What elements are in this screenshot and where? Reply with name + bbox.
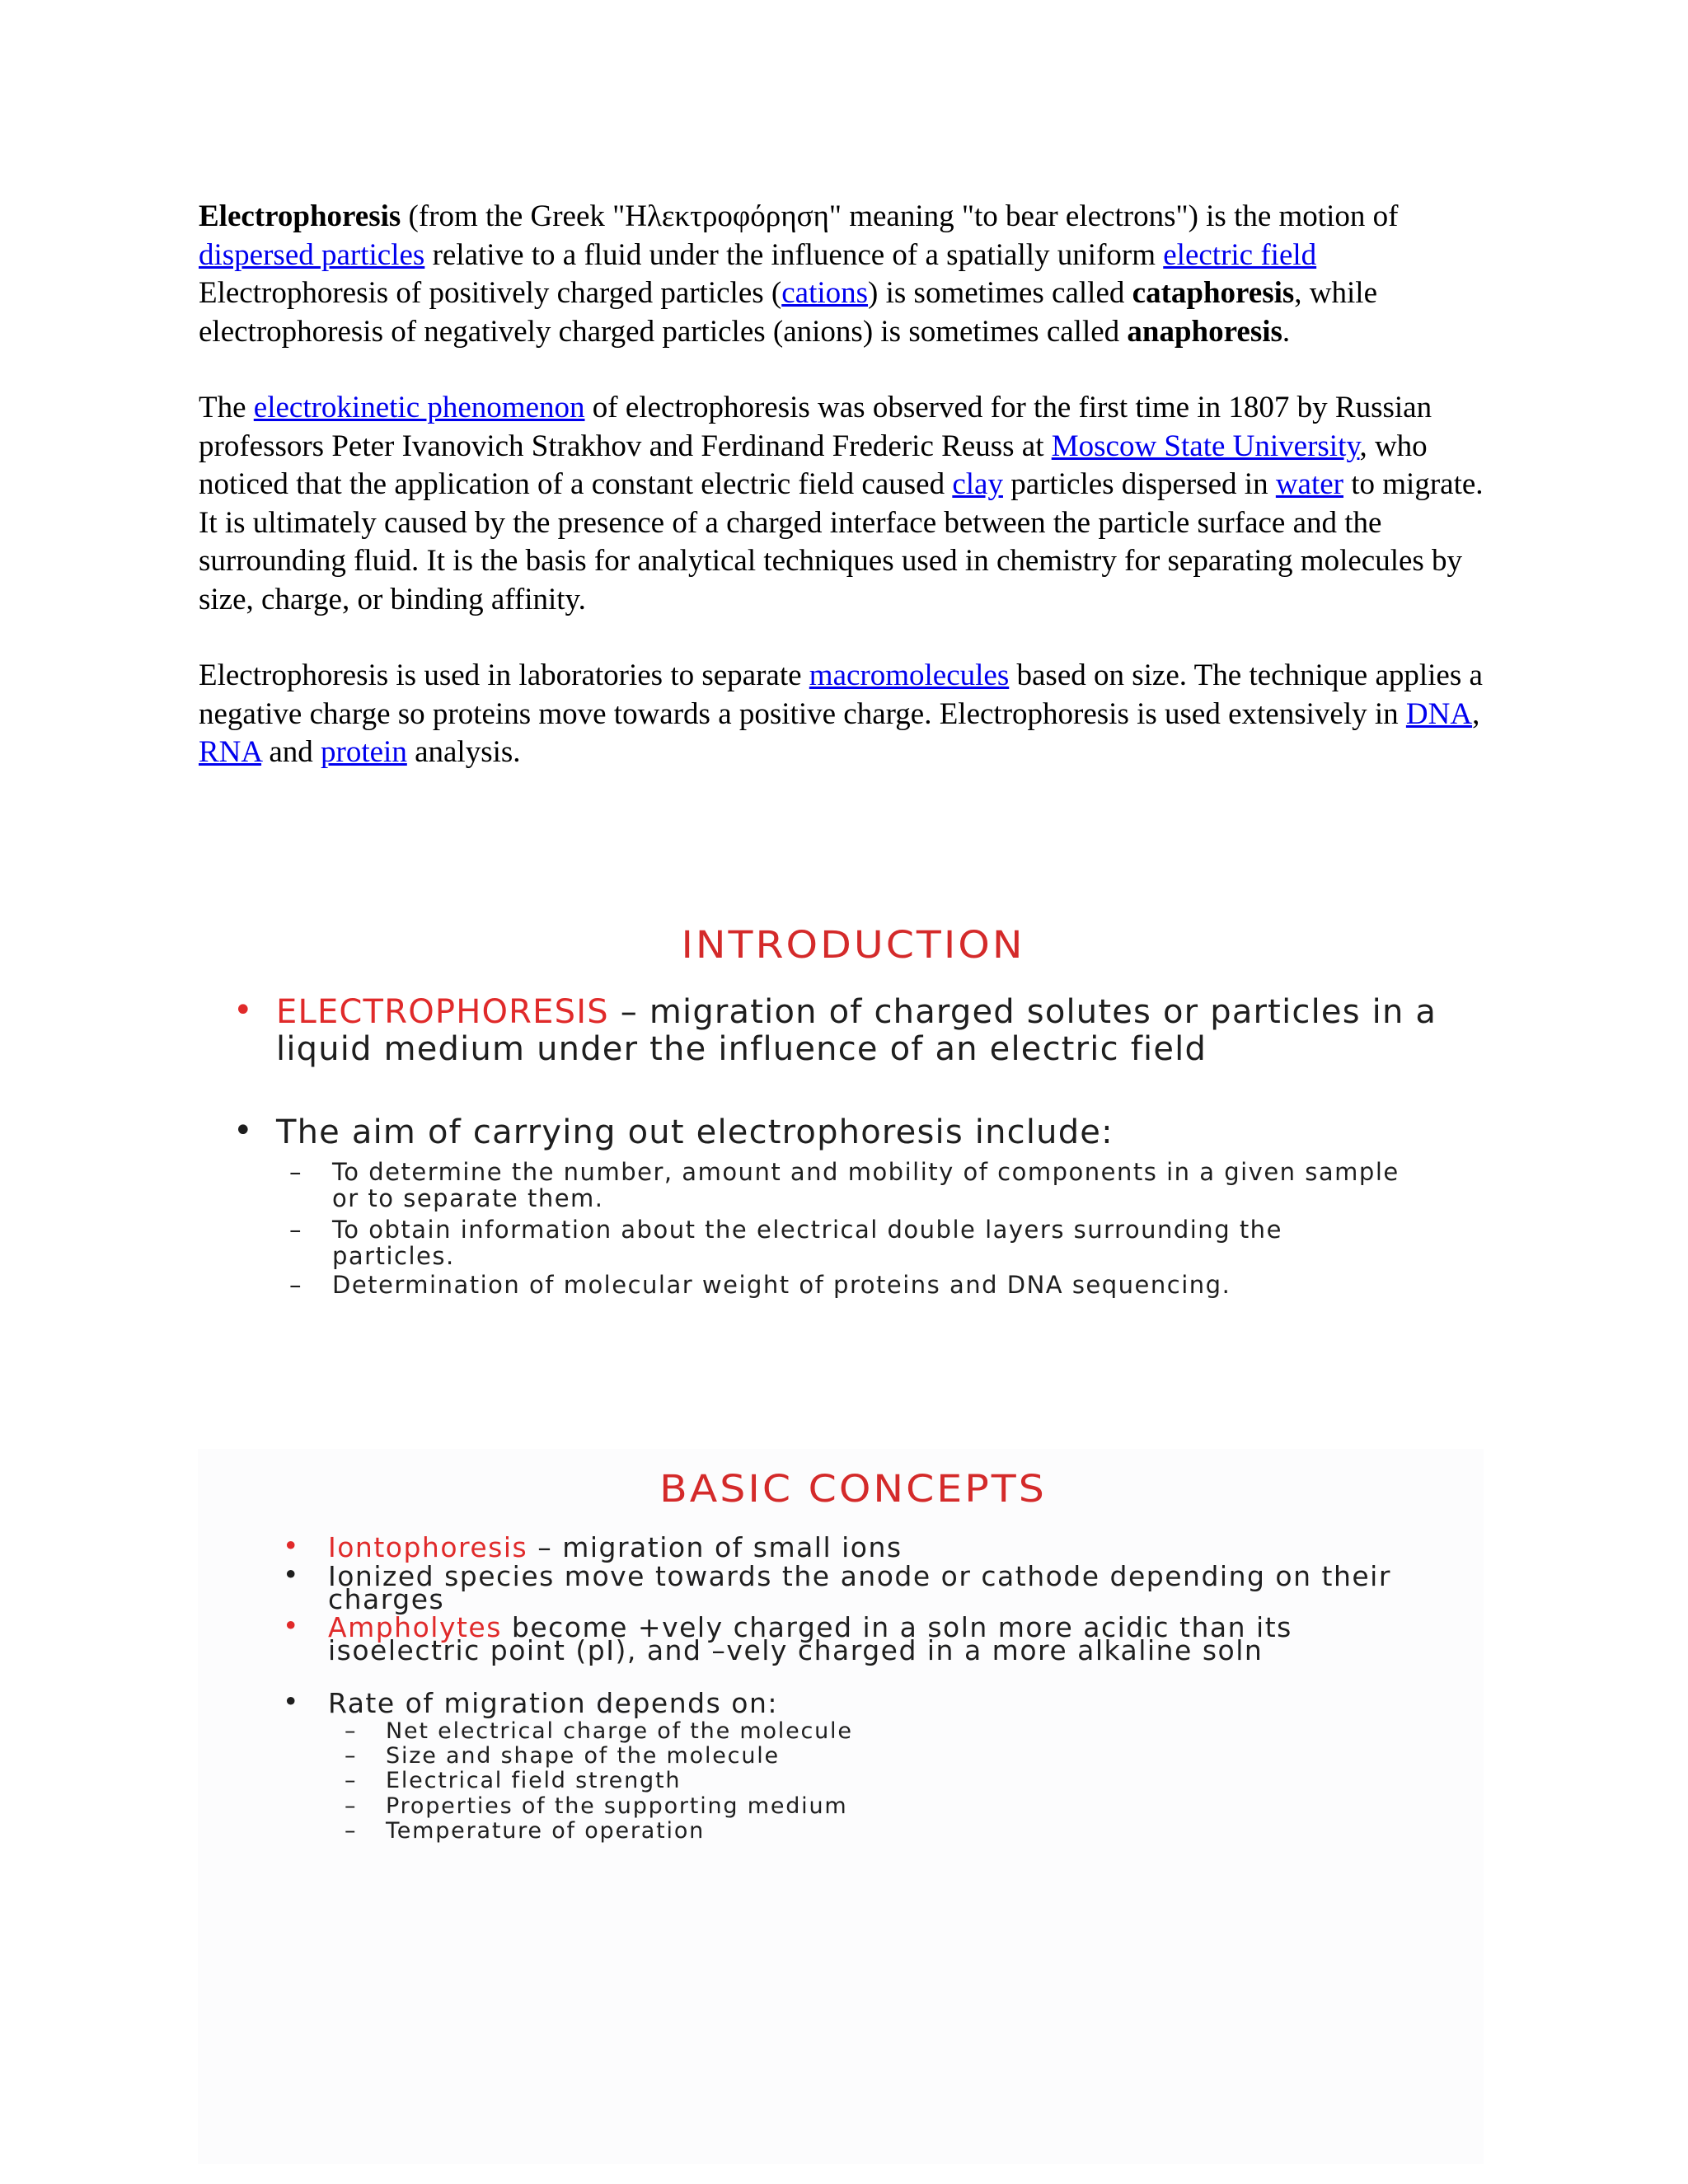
text: (from the Greek "Ηλεκτροφόρηση" meaning "to bear electrons") is the motion of — [401, 199, 1399, 233]
dash-icon: – — [289, 1216, 302, 1244]
bullet-dot-icon: • — [283, 1685, 300, 1718]
dash-icon: – — [289, 1158, 302, 1186]
link-electric-field[interactable]: electric field — [1163, 237, 1317, 272]
bullet-term: Ampholytes — [328, 1611, 502, 1643]
term-electrophoresis: Electrophoresis — [199, 199, 401, 233]
sub-bullet — [289, 1216, 1404, 1270]
sub-bullet-text: Properties of the supporting medium — [386, 1793, 848, 1819]
bullet-aims — [233, 1112, 1479, 1151]
text: relative to a fluid under the influence of a spatially uniform — [424, 237, 1164, 272]
text: Electrophoresis is used in laboratories to separate — [199, 658, 809, 692]
text: analysis. — [406, 735, 521, 769]
text: to migrate. It is ultimately caused by the presence of a charged interface between the particle surface and the surrounding fluid. It is the basis for analytical techniques used in chemistry for separating molecules by size, charge, or binding affinity. — [199, 467, 1484, 616]
term-cataphoresis: cataphoresis — [1132, 276, 1295, 310]
bullet-text: Ionized species move towards the anode or cathode depending on their charges — [328, 1560, 1391, 1615]
text: of electrophoresis was observed for the first time in 1807 by Russian professors Peter Ivanovich Strakhov and Ferdinand Frederic Reuss at — [199, 391, 1432, 463]
text: Electrophoresis of positively charged particles ( — [199, 276, 782, 310]
sub-bullet-text: To determine the number, amount and mobility of components in a given sample or to separate them. — [332, 1158, 1400, 1212]
sub-bullet-text: Electrical field strength — [386, 1768, 682, 1793]
paragraph-definition — [199, 198, 1501, 351]
dash-icon: – — [289, 1271, 302, 1299]
link-macromolecules[interactable]: macromolecules — [809, 658, 1010, 692]
bullet-dot-icon: • — [233, 991, 254, 1029]
slide-introduction — [198, 898, 1484, 1360]
link-moscow-state-university[interactable]: Moscow State University — [1051, 429, 1360, 463]
slide-basic-concepts — [198, 1449, 1484, 2164]
sub-bullet — [345, 1743, 1375, 1769]
text: based on size. The technique applies a negative charge so proteins move towards a positive charge. Electrophoresis is used extensively in — [199, 658, 1483, 731]
text: ) is sometimes called — [868, 276, 1132, 310]
bullet-rate-of-migration — [283, 1685, 1441, 1719]
bullet-text: – migration of small ions — [528, 1531, 903, 1563]
bullet-electrophoresis-definition — [233, 991, 1479, 1068]
sub-bullet — [289, 1158, 1404, 1212]
sub-bullet — [345, 1818, 1375, 1844]
bullet-term: ELECTROPHORESIS — [276, 993, 609, 1031]
term-anaphoresis: anaphoresis — [1127, 314, 1282, 349]
text: . — [1282, 314, 1291, 349]
sub-bullet-text: Net electrical charge of the molecule — [386, 1718, 853, 1744]
sub-bullet — [345, 1768, 1375, 1793]
bullet-iontophoresis — [283, 1530, 1441, 1563]
text: and — [261, 735, 321, 769]
dash-icon: – — [345, 1743, 358, 1769]
dash-icon: – — [345, 1718, 358, 1744]
text: , — [1472, 696, 1480, 731]
sub-bullet-text: Determination of molecular weight of proteins and DNA sequencing. — [332, 1271, 1231, 1299]
dash-icon: – — [345, 1768, 358, 1793]
text: particles dispersed in — [1002, 467, 1276, 501]
bullet-dot-icon: • — [283, 1610, 300, 1642]
paragraph-history — [199, 389, 1501, 619]
sub-bullet — [345, 1718, 1375, 1744]
link-cations[interactable]: cations — [781, 276, 869, 310]
bullet-text: Rate of migration depends on: — [328, 1687, 778, 1719]
bullet-dot-icon: • — [283, 1530, 300, 1562]
text: , who noticed that the application of a constant electric field caused — [199, 429, 1428, 501]
sub-bullet — [289, 1271, 1404, 1299]
text: The — [199, 391, 254, 424]
link-protein[interactable]: protein — [321, 735, 407, 769]
sub-bullet-text: Temperature of operation — [386, 1818, 706, 1844]
dash-icon: – — [345, 1818, 358, 1844]
sub-bullet-text: To obtain information about the electrical double layers surrounding the particles. — [332, 1216, 1282, 1270]
link-electrokinetic-phenomenon[interactable]: electrokinetic phenomenon — [253, 391, 585, 424]
sub-bullet-text: Size and shape of the molecule — [386, 1743, 780, 1769]
bullet-ionized-species — [283, 1558, 1441, 1615]
link-dispersed-particles[interactable]: dispersed particles — [199, 237, 425, 272]
link-dna[interactable]: DNA — [1405, 696, 1473, 731]
paragraph-usage — [199, 657, 1501, 772]
bullet-dot-icon: • — [233, 1112, 254, 1150]
link-rna[interactable]: RNA — [199, 735, 262, 769]
bullet-text: The aim of carrying out electrophoresis include: — [276, 1113, 1114, 1151]
bullet-ampholytes — [283, 1610, 1441, 1666]
text: , while electrophoresis of negatively charged particles (anions) is sometimes called — [199, 276, 1377, 349]
link-water[interactable]: water — [1275, 467, 1343, 501]
bullet-text: – migration of charged solutes or particles in a liquid medium under the influence of an electric field — [276, 993, 1437, 1068]
sub-bullet — [345, 1793, 1375, 1819]
bullet-term: Iontophoresis — [328, 1531, 528, 1563]
slide-title: BASIC CONCEPTS — [659, 1466, 1047, 1511]
slide-title: INTRODUCTION — [681, 922, 1025, 968]
link-clay[interactable]: clay — [952, 467, 1003, 501]
bullet-text: become +vely charged in a soln more acidic than its isoelectric point (pI), and –vely charged in a more alkaline soln — [328, 1611, 1292, 1666]
dash-icon: – — [345, 1793, 358, 1819]
bullet-dot-icon: • — [283, 1558, 300, 1591]
